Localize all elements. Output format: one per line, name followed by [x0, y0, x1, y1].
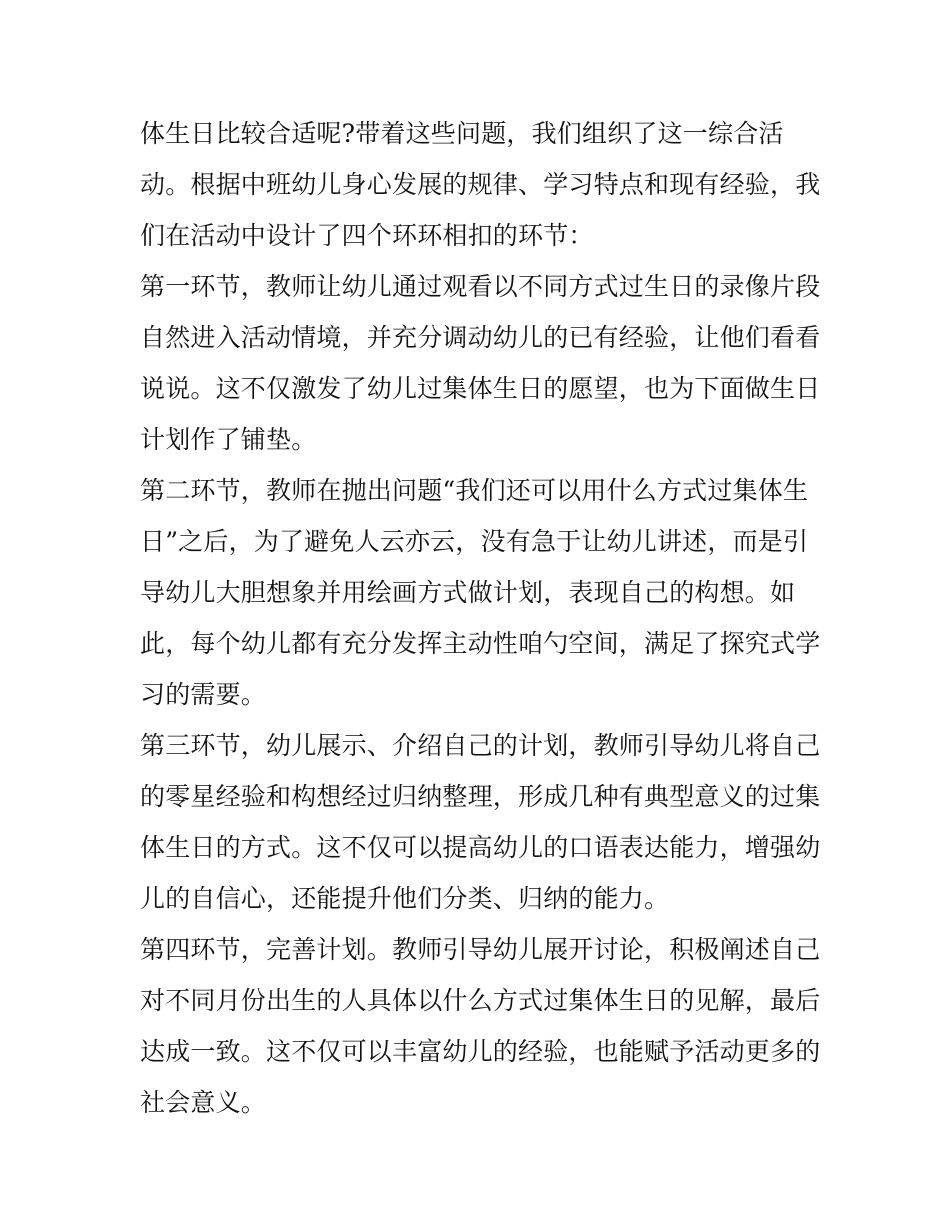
text-line: 体生日的方式。这不仅可以提高幼儿的口语表达能力，增强幼 [140, 833, 821, 862]
text-line: 第四环节，完善计划。教师引导幼儿展开讨论，积极阐述自己 [140, 935, 821, 964]
text-line: 第二环节，教师在抛出问题“我们还可以用什么方式过集体生 [140, 476, 809, 505]
text-line: 儿的自信心，还能提升他们分类、归纳的能力。 [140, 884, 670, 913]
text-line: 日”之后，为了避免人云亦云，没有急于让幼儿讲述，而是引 [140, 527, 809, 556]
text-line: 第一环节，教师让幼儿通过观看以不同方式过生日的录像片段 [140, 272, 821, 301]
text-line: 计划作了铺垫。 [140, 425, 317, 454]
text-line: 说说。这不仅激发了幼儿过集体生日的愿望，也为下面做生日 [140, 374, 821, 403]
text-line: 自然进入活动情境，并充分调动幼儿的已有经验，让他们看看 [140, 323, 821, 352]
text-line: 此，每个幼儿都有充分发挥主动性咱勺空间，满足了探究式学 [140, 629, 821, 658]
text-line: 们在活动中设计了四个环环相扣的环节： [140, 221, 594, 250]
text-line: 社会意义。 [140, 1088, 267, 1117]
text-line: 体生日比较合适呢?带着这些问题，我们组织了这一综合活 [140, 119, 784, 148]
document-body [140, 108, 820, 1128]
text-line: 导幼儿大胆想象并用绘画方式做计划，表现自己的构想。如 [140, 578, 796, 607]
text-line: 动。根据中班幼儿身心发展的规律、学习特点和现有经验，我 [140, 170, 821, 199]
text-line: 对不同月份出生的人具体以什么方式过集体生日的见解，最后 [140, 986, 821, 1015]
text-line: 第三环节，幼儿展示、介绍自己的计划，教师引导幼儿将自己 [140, 731, 821, 760]
text-line: 的零星经验和构想经过归纳整理，形成几种有典型意义的过集 [140, 782, 821, 811]
text-line: 达成一致。这不仅可以丰富幼儿的经验，也能赋予活动更多的 [140, 1037, 821, 1066]
text-line: 习的需要。 [140, 680, 267, 709]
